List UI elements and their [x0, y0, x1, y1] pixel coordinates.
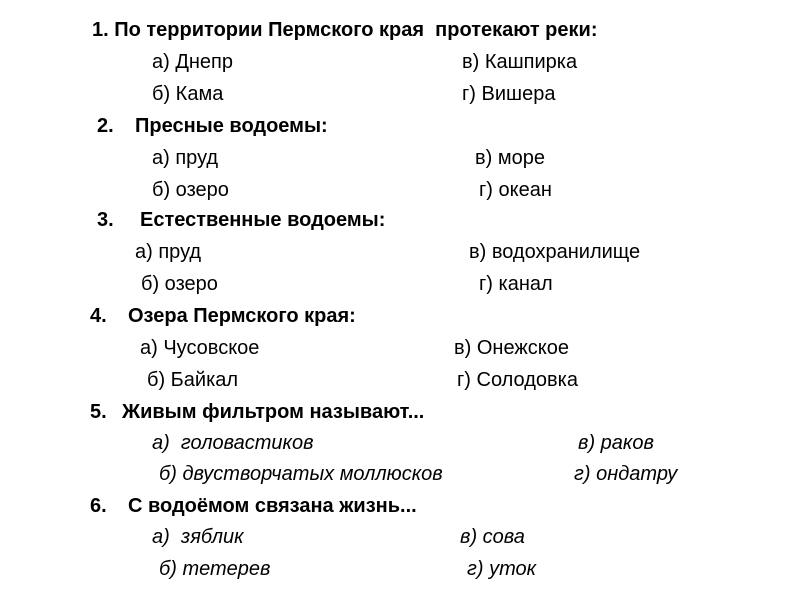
question-3-option-b: б) озеро [141, 273, 218, 295]
question-4-number: 4. [90, 305, 107, 327]
question-1-title: 1. По территории Пермского края протекают реки: [92, 19, 598, 41]
question-5-option-v: в) раков [578, 432, 654, 454]
question-6-title: С водоёмом связана жизнь... [128, 495, 417, 517]
question-2-option-v: в) море [475, 147, 545, 169]
question-1-option-a: а) Днепр [152, 51, 234, 73]
question-1-option-v: в) Кашпирка [462, 51, 578, 73]
question-4-option-b: б) Байкал [147, 369, 239, 391]
question-6-option-g: г) уток [467, 558, 537, 580]
question-3-option-v: в) водохранилище [469, 241, 641, 263]
question-4-title: Озера Пермского края: [128, 305, 356, 327]
question-2-title: Пресные водоемы: [135, 115, 328, 137]
question-3-option-g: г) канал [479, 273, 553, 295]
question-6-option-a: а) зяблик [152, 526, 244, 548]
question-1-option-g: г) Вишера [462, 83, 556, 105]
question-6-number: 6. [90, 495, 107, 517]
question-3-option-a: а) пруд [135, 241, 202, 263]
question-6-option-v: в) сова [460, 526, 525, 548]
question-2-option-b: б) озеро [152, 179, 229, 201]
question-4-option-v: в) Онежское [454, 337, 569, 359]
question-3-title: Естественные водоемы: [140, 209, 386, 231]
question-5-title: Живым фильтром называют... [122, 401, 425, 423]
question-4-option-g: г) Солодовка [457, 369, 578, 391]
question-1-option-b: б) Кама [152, 83, 224, 105]
question-4-option-a: а) Чусовское [140, 337, 260, 359]
question-2-option-a: а) пруд [152, 147, 219, 169]
question-5-option-g: г) ондатру [574, 463, 678, 485]
question-6-option-b: б) тетерев [159, 558, 271, 580]
question-3-number: 3. [97, 209, 114, 231]
question-5-number: 5. [90, 401, 107, 423]
question-2-number: 2. [97, 115, 114, 137]
question-2-option-g: г) океан [479, 179, 552, 201]
question-5-option-b: б) двустворчатых моллюсков [159, 463, 443, 485]
question-5-option-a: а) головастиков [152, 432, 314, 454]
